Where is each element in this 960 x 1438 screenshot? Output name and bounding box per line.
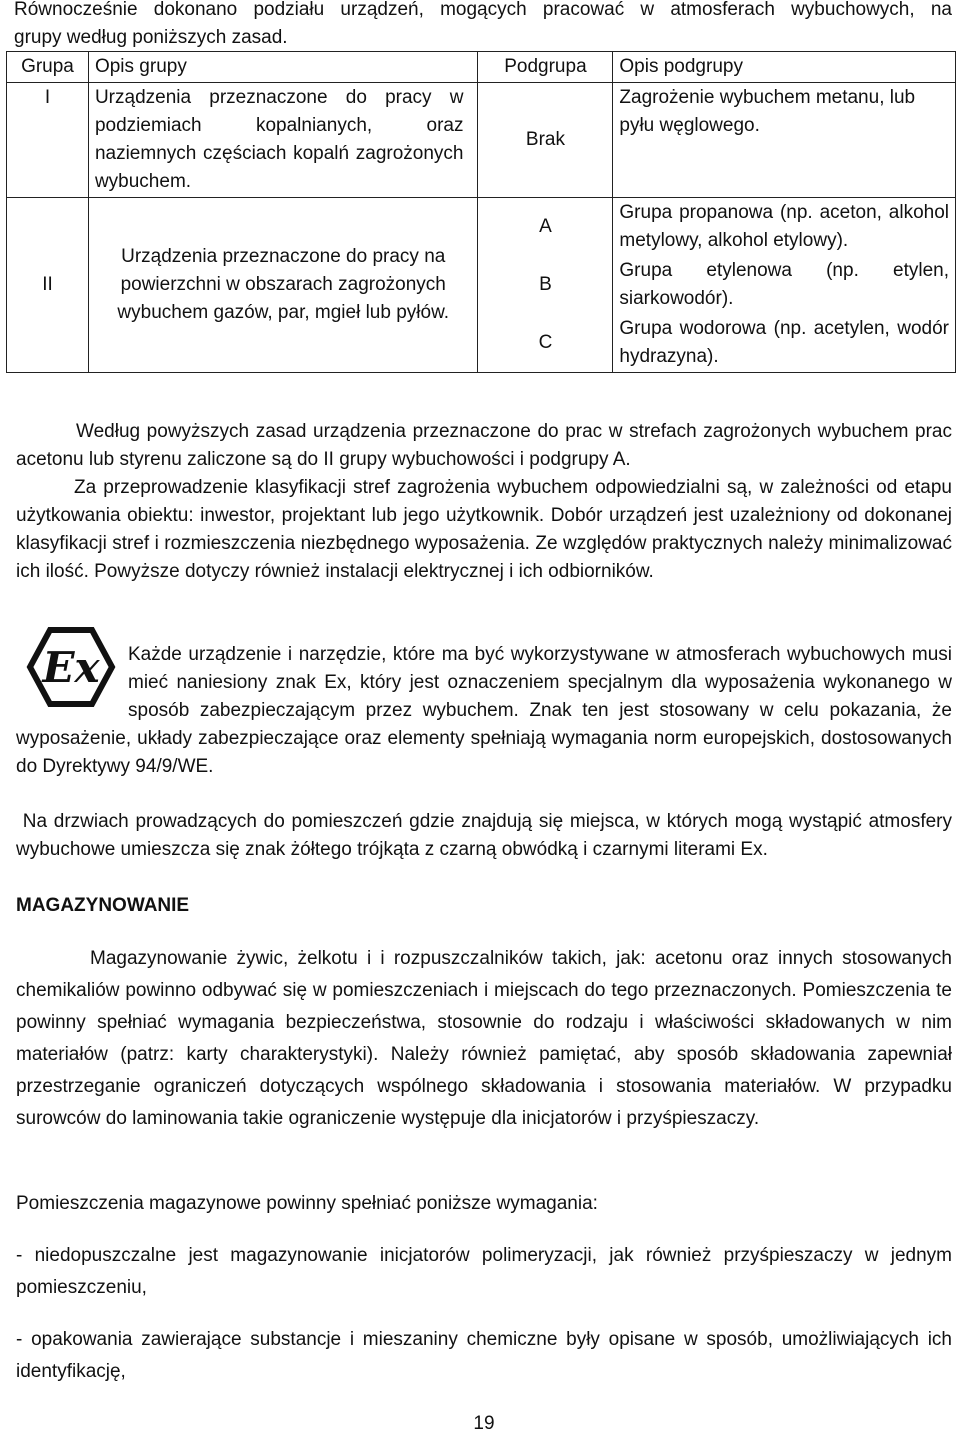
group-2-subgroup-a: A xyxy=(478,198,613,257)
paragraph-ex-marking-text: Każde urządzenie i narzędzie, które ma być wykorzystywane w atmosferach wybuchowych musi mieć naniesiony znak Ex, który jest oznaczeniem specjalnym dla wyposażenia wykonanego w sposób zabezpieczającym przez wybuchem. Znak ten jest stosowany w celu pokazania, że wyposażenie, układy zabezpieczające oraz elementy spełniają wymagania norm europejskich, dostosowanych do Dyrektywy 94/9/WE. xyxy=(16,644,952,777)
logo-float-spacer xyxy=(16,641,128,725)
intro-line-2: grupy według poniższych zasad. xyxy=(14,27,288,48)
header-podgrupa: Podgrupa xyxy=(478,52,613,83)
paragraph-ex-marking xyxy=(16,641,952,781)
table-header-row xyxy=(7,52,956,83)
table-row xyxy=(7,198,956,257)
group-table xyxy=(6,51,956,373)
paragraph-classification: Według powyższych zasad urządzenia przeznaczone do prac w strefach zagrożonych wybuchem prac acetonu lub styrenu zaliczone są do II grupy wybuchowości i podgrupy A. xyxy=(16,421,952,470)
paragraph-responsibility: Za przeprowadzenie klasyfikacji stref zagrożenia wybuchem odpowiedzialni są, w zależności od etapu użytkowania obiektu: inwestor, projektant lub jego użytkownik. Dobór urządzeń jest uzależniony od dokonanej klasyfikacji stref i rozmieszczenia niezbędnego wyposażenia. Ze względów praktycznych należy minimalizować ich ilość. Powyższe dotyczy również instalacji elektrycznej i ich odbiorników. xyxy=(16,477,952,582)
group-2-subgroup-b: B xyxy=(478,256,613,314)
header-opis-podgrupy: Opis podgrupy xyxy=(613,52,956,83)
page-number: 19 xyxy=(473,1413,495,1434)
group-1-id: I xyxy=(7,83,89,198)
group-2-desc: Urządzenia przeznaczone do pracy na powierzchni w obszarach zagrożonych wybuchem gazów, par, mgieł lub pyłów. xyxy=(88,198,478,373)
section-heading: MAGAZYNOWANIE xyxy=(16,895,190,916)
header-opis-grupy: Opis grupy xyxy=(88,52,478,83)
ex-logo-label: Ex xyxy=(42,643,100,692)
group-2-subgroup-c: C xyxy=(478,314,613,373)
table-row xyxy=(7,83,956,198)
group-1-subgroup-desc: Zagrożenie wybuchem metanu, lub pyłu węglowego. xyxy=(613,83,956,198)
group-1-subgroup: Brak xyxy=(478,83,613,198)
group-2-subgroup-c-desc: Grupa wodorowa (np. acetylen, wodór hydrazyna). xyxy=(613,314,956,373)
paragraph-storage: Magazynowanie żywic, żelkotu i i rozpuszczalników takich, jak: acetonu oraz innych stosowanych chemikaliów powinno odbywać się w pomieszczeniach i miejscach do tego przeznaczonych. Pomieszczenia te powinny spełniać wymagania bezpieczeństwa, stosownie do rodzaju i właściwości składowanych w nim materiałów (patrz: karty charakterystyki). Należy również pamiętać, aby sposób składowania zapewniał przestrzeganie ograniczeń dotyczących wspólnego składowania i stosowania materiałów. W przypadku surowców do laminowania takie ograniczenie występuje dla inicjatorów i przyśpieszaczy. xyxy=(16,948,952,1129)
group-2-id: II xyxy=(7,198,89,373)
list-item: - opakowania zawierające substancje i mieszaniny chemiczne były opisane w sposób, umożliwiających ich identyfikację, xyxy=(16,1329,952,1382)
header-grupa: Grupa xyxy=(7,52,89,83)
group-2-subgroup-a-desc: Grupa propanowa (np. aceton, alkohol metylowy, alkohol etylowy). xyxy=(613,198,956,257)
paragraph-door-sign: Na drzwiach prowadzących do pomieszczeń gdzie znajdują się miejsca, w których mogą wystąpić atmosfery wybuchowe umieszcza się znak żółtego trójkąta z czarną obwódką i czarnymi literami Ex. xyxy=(16,811,958,860)
intro-line-1: Równocześnie dokonano podziału urządzeń, mogących pracować w atmosferach wybuchowych, na xyxy=(14,0,952,20)
list-item: - niedopuszczalne jest magazynowanie inicjatorów polimeryzacji, jak również przyśpieszaczy w jednym pomieszczeniu, xyxy=(16,1245,952,1298)
group-1-desc: Urządzenia przeznaczone do pracy w podziemiach kopalnianych, oraz naziemnych częściach kopalń zagrożonych wybuchem. xyxy=(88,83,478,198)
paragraph-requirements-intro: Pomieszczenia magazynowe powinny spełniać poniższe wymagania: xyxy=(16,1193,598,1214)
group-2-subgroup-b-desc: Grupa etylenowa (np. etylen, siarkowodór). xyxy=(613,256,956,314)
